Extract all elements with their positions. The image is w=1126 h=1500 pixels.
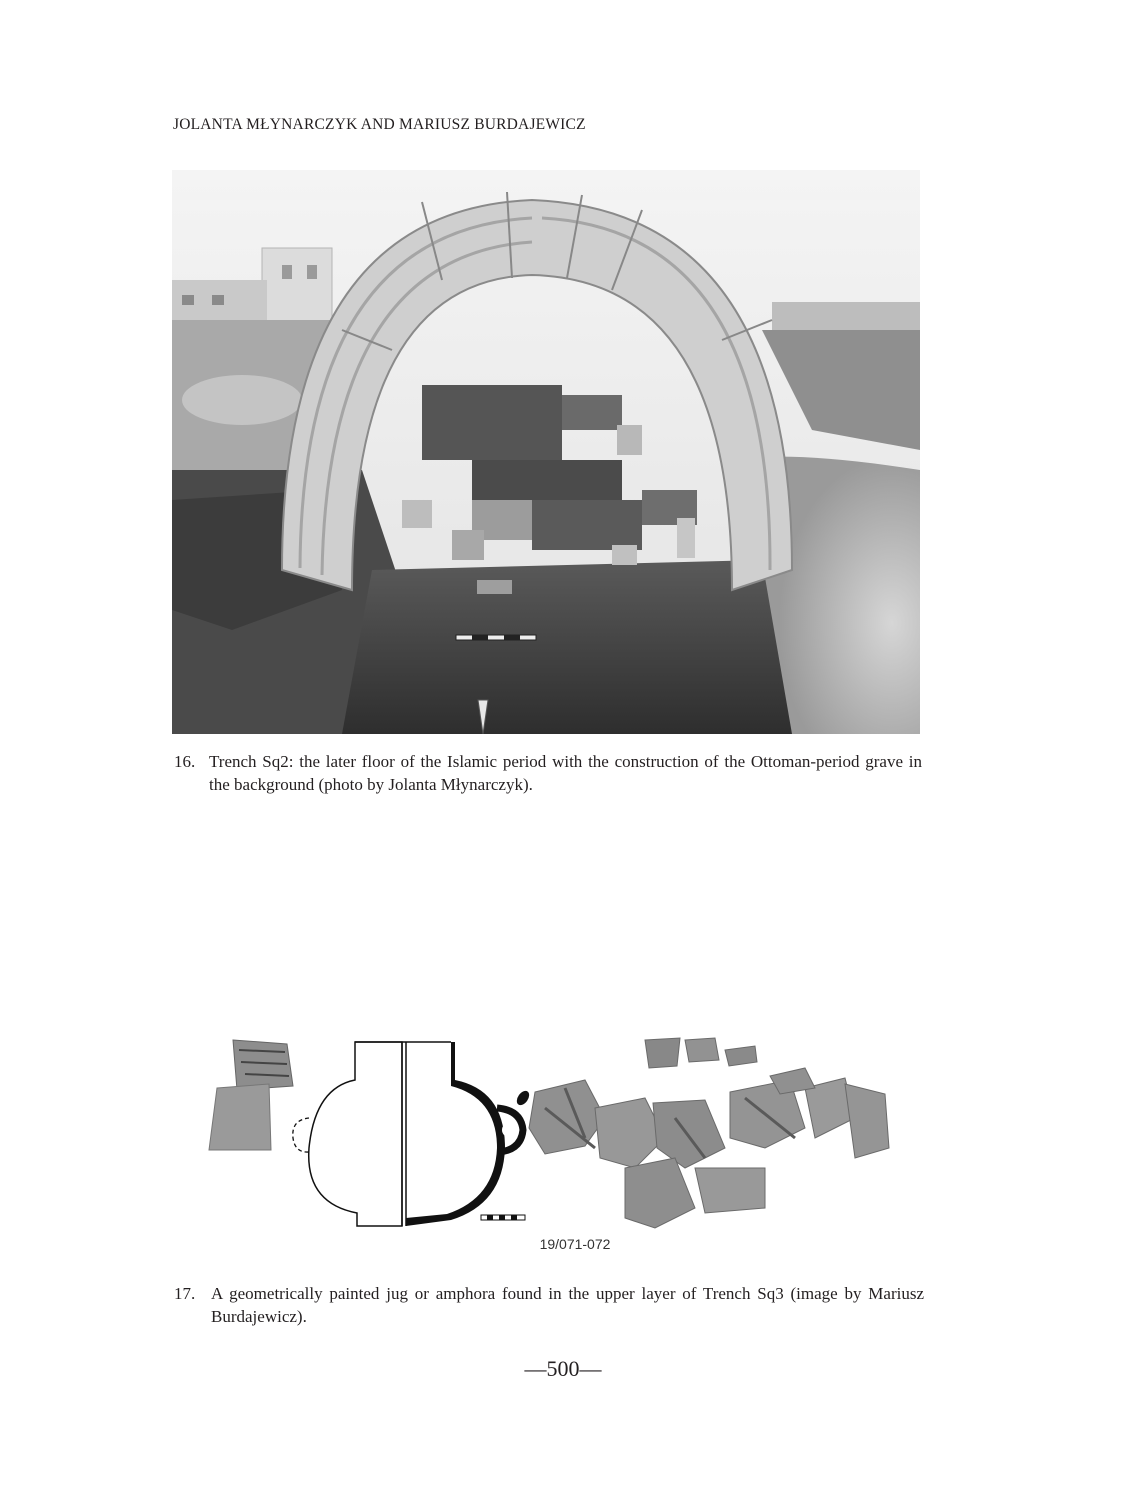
excavation-photo <box>172 170 920 734</box>
figure-16-caption <box>174 750 922 796</box>
figure-17-drawing <box>205 1028 893 1270</box>
figure-17-caption <box>174 1282 924 1328</box>
drawing-label: 19/071-072 <box>539 1236 611 1252</box>
page-number: —500— <box>524 1356 602 1381</box>
caption-text: Trench Sq2: the later floor of the Islamic period with the construction of the Ottoman-period grave in the background (photo by Jolanta Młynarczyk). <box>209 752 922 794</box>
jug-drawing-and-sherds <box>205 1028 893 1270</box>
figure-number: 16. <box>174 752 196 771</box>
running-head: JOLANTA MŁYNARCZYK AND MARIUSZ BURDAJEWICZ <box>173 116 586 133</box>
figure-16-photo <box>172 170 920 734</box>
figure-number: 17. <box>174 1284 196 1303</box>
caption-text: A geometrically painted jug or amphora found in the upper layer of Trench Sq3 (image by Mariusz Burdajewicz). <box>211 1284 924 1326</box>
